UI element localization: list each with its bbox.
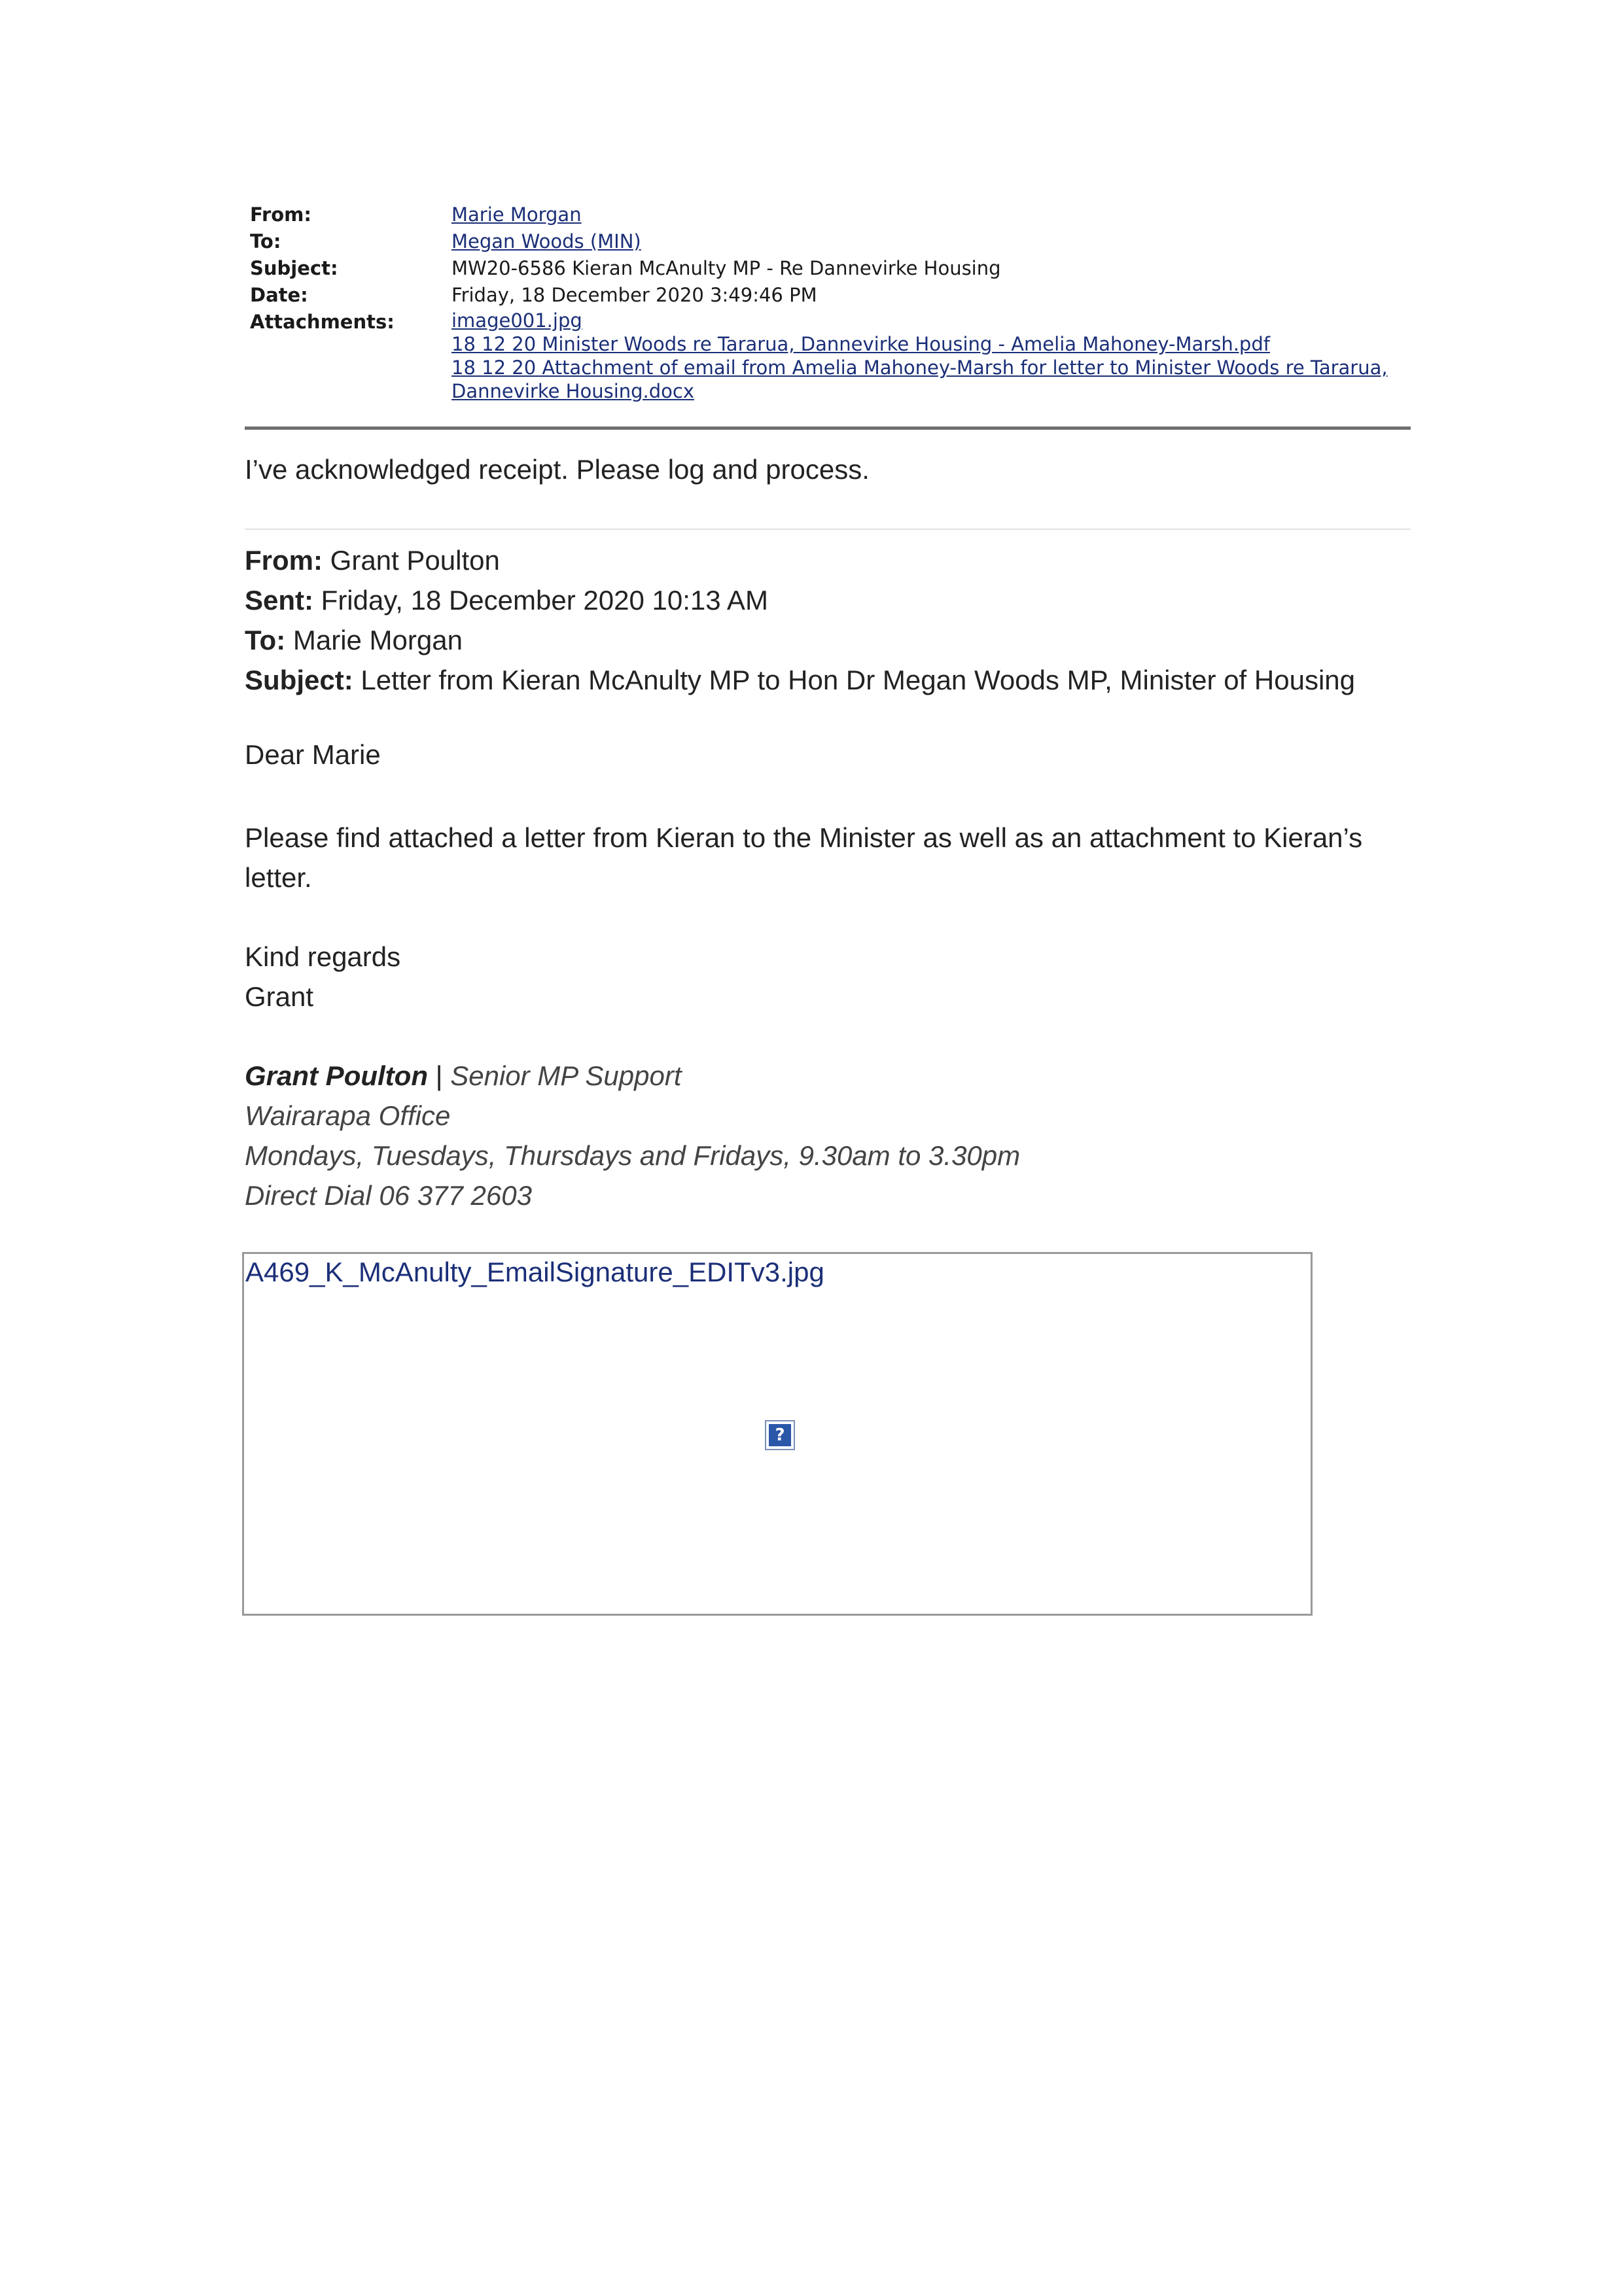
message-paragraph: Please find attached a letter from Kieran to the Minister as well as an attachment to Kieran’s letter. bbox=[245, 822, 1363, 893]
acknowledgement-text: I’ve acknowledged receipt. Please log and process. bbox=[245, 454, 870, 485]
signature-hours: Mondays, Tuesdays, Thursdays and Fridays, 9.30am to 3.30pm bbox=[245, 1140, 1021, 1171]
header-to-label: To: bbox=[250, 230, 281, 252]
closing bbox=[245, 937, 1422, 1017]
forwarded-to: To: Marie Morgan bbox=[245, 625, 463, 655]
attachment-link[interactable]: image001.jpg bbox=[451, 309, 582, 332]
header-subject-row bbox=[250, 255, 1415, 282]
forward-divider bbox=[245, 529, 1411, 530]
signature-phone: Direct Dial 06 377 2603 bbox=[245, 1180, 532, 1211]
header-date-row bbox=[250, 282, 1415, 309]
forwarded-from: From: Grant Poulton bbox=[245, 545, 500, 576]
signature-name: Grant Poulton bbox=[245, 1060, 428, 1091]
attachment-link[interactable]: 18 12 20 Attachment of email from Amelia Mahoney-Marsh for letter to Minister Woods re Tararua, bbox=[451, 357, 1388, 379]
image-filename: A469_K_McAnulty_EmailSignature_EDITv3.jpg bbox=[245, 1257, 824, 1287]
header-to-row bbox=[250, 228, 1415, 255]
header-from-row bbox=[250, 201, 1415, 228]
header-date-value: Friday, 18 December 2020 3:49:46 PM bbox=[451, 284, 817, 306]
header-attachments-row bbox=[250, 309, 1415, 403]
attachment-link[interactable]: Dannevirke Housing.docx bbox=[451, 380, 695, 402]
header-from-link[interactable]: Marie Morgan bbox=[451, 203, 582, 226]
header-divider bbox=[245, 426, 1411, 430]
forwarded-subject: Subject: Letter from Kieran McAnulty MP to Hon Dr Megan Woods MP, Minister of Housing bbox=[245, 665, 1355, 695]
forwarded-header bbox=[245, 540, 1422, 700]
closing-name: Grant bbox=[245, 981, 314, 1012]
header-to-link[interactable]: Megan Woods (MIN) bbox=[451, 230, 641, 252]
attachment-link[interactable]: 18 12 20 Minister Woods re Tararua, Dannevirke Housing - Amelia Mahoney-Marsh.pdf bbox=[451, 333, 1270, 355]
header-date-label: Date: bbox=[250, 284, 308, 306]
signature-office: Wairarapa Office bbox=[245, 1100, 451, 1131]
header-subject-value: MW20-6586 Kieran McAnulty MP - Re Dannevirke Housing bbox=[451, 257, 1001, 279]
salutation: Dear Marie bbox=[245, 739, 381, 770]
signature-role: Senior MP Support bbox=[450, 1060, 682, 1091]
closing-text: Kind regards bbox=[245, 941, 401, 972]
forwarded-sent: Sent: Friday, 18 December 2020 10:13 AM bbox=[245, 585, 768, 616]
attachment-list bbox=[451, 309, 1415, 403]
email-header bbox=[250, 201, 1415, 403]
header-attachments-label: Attachments: bbox=[250, 311, 395, 333]
header-subject-label: Subject: bbox=[250, 257, 338, 279]
header-from-label: From: bbox=[250, 203, 311, 226]
signature-image-placeholder bbox=[242, 1252, 1313, 1616]
email-signature: Grant Poulton | Senior MP Support Wairarapa Office Mondays, Tuesdays, Thursdays and Fridays, 9.30am to 3.30pm Direct Dial 06 377 2603 bbox=[245, 1056, 1422, 1215]
broken-image-icon: ? bbox=[765, 1420, 795, 1450]
